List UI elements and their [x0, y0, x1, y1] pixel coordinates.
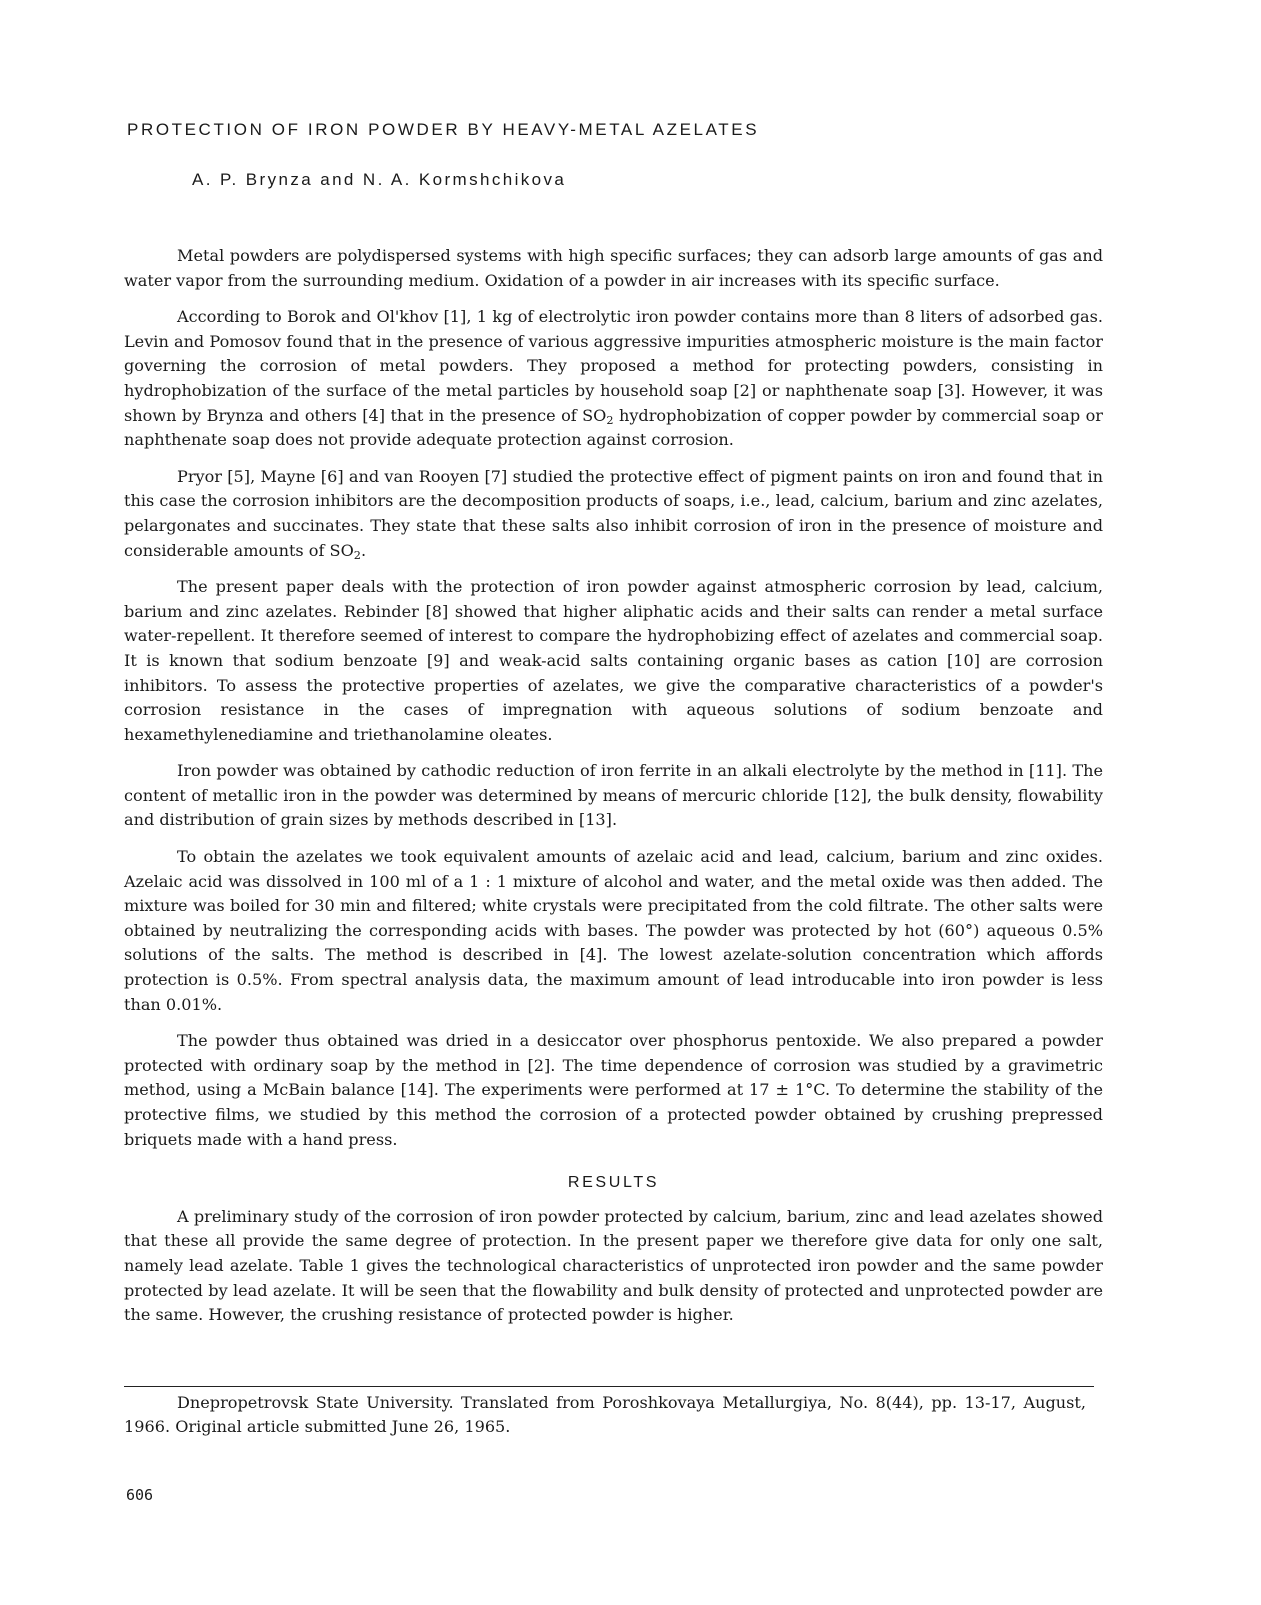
paragraph-3-text-a: Pryor [5], Mayne [6] and van Rooyen [7] studied the protective effect of pigment paints on iron and found that in this case the corrosion inhibitors are the decomposition products of soaps, i.e., lead, calcium, barium and zinc azelates, pelargonates and succinates. They state that these salts also inhibit corrosion of iron in the presence of moisture and considerable amounts of SO	[124, 466, 1103, 560]
paragraph-1: Metal powders are polydispersed systems with high specific surfaces; they can adsorb large amounts of gas and water vapor from the surrounding medium. Oxidation of a powder in air increases with its specific surface.	[124, 246, 1103, 290]
paragraph-3	[124, 465, 1103, 563]
paragraph-6: To obtain the azelates we took equivalent amounts of azelaic acid and lead, calcium, barium and zinc oxides. Azelaic acid was dissolved in 100 ml of a 1 : 1 mixture of alcohol and water, and the metal oxide was then added. The mixture was boiled for 30 min and filtered; white crystals were precipitated from the cold filtrate. The other salts were obtained by neutralizing the corresponding acids with bases. The powder was protected by hot (60°) aqueous 0.5% solutions of the salts. The method is described in [4]. The lowest azelate-solution concentration which affords protection is 0.5%. From spectral analysis data, the maximum amount of lead introducable into iron powder is less than 0.01%.	[124, 847, 1103, 1014]
footnote: Dnepropetrovsk State University. Translated from Poroshkovaya Metallurgiya, No. 8(44), pp. 13-17, August, 1966. Original article submitted June 26, 1965.	[124, 1393, 1086, 1436]
paragraph-2-text-b: hydrophobization of copper powder by commercial soap or naphthenate soap does not provide adequate protection against corrosion.	[124, 405, 1103, 450]
article-title: PROTECTION OF IRON POWDER BY HEAVY-METAL AZELATES	[127, 120, 760, 139]
paragraph-2-text-a: According to Borok and Ol'khov [1], 1 kg of electrolytic iron powder contains more than 8 liters of adsorbed gas. Levin and Pomosov found that in the presence of various aggressive impurities atmospheric moisture is the main factor governing the corrosion of metal powders. They proposed a method for protecting powders, consisting in hydrophobization of the surface of the metal particles by household soap [2] or naphthenate soap [3]. However, it was shown by Brynza and others [4] that in the presence of SO	[124, 307, 1103, 425]
page-number: 606	[126, 1486, 154, 1504]
results-heading: RESULTS	[567, 1173, 660, 1192]
paragraph-2-subscript: 2	[606, 413, 614, 427]
paragraph-8: A preliminary study of the corrosion of iron powder protected by calcium, barium, zinc and lead azelates showed that these all provide the same degree of protection. In the present paper we therefore give data for only one salt, namely lead azelate. Table 1 gives the technological characteristics of unprotected iron powder and the same powder protected by lead azelate. It will be seen that the flowability and bulk density of protected and unprotected powder are the same. However, the crushing resistance of protected powder is higher.	[124, 1206, 1103, 1325]
article-body	[124, 244, 1103, 1340]
paragraph-4: The present paper deals with the protection of iron powder against atmospheric corrosion by lead, calcium, barium and zinc azelates. Rebinder [8] showed that higher aliphatic acids and their salts can render a metal surface water-repellent. It therefore seemed of interest to compare the hydrophobizing effect of azelates and commercial soap. It is known that sodium benzoate [9] and weak-acid salts containing organic bases as cation [10] are corrosion inhibitors. To assess the protective properties of azelates, we give the comparative characteristics of a powder's corrosion resistance in the cases of impregnation with aqueous solutions of sodium benzoate and hexamethylenediamine and triethanolamine oleates.	[124, 577, 1103, 744]
paragraph-7: The powder thus obtained was dried in a desiccator over phosphorus pentoxide. We also prepared a powder protected with ordinary soap by the method in [2]. The time dependence of corrosion was studied by a gravimetric method, using a McBain balance [14]. The experiments were performed at 17 ± 1°C. To determine the stability of the protective films, we studied by this method the corrosion of a protected powder obtained by crushing prepressed briquets made with a hand press.	[124, 1031, 1103, 1149]
paragraph-2	[124, 305, 1103, 453]
paragraph-3-text-b: .	[360, 540, 367, 560]
paragraph-3-subscript: 2	[353, 548, 361, 562]
paragraph-5: Iron powder was obtained by cathodic reduction of iron ferrite in an alkali electrolyte by the method in [11]. The content of metallic iron in the powder was determined by means of mercuric chloride [12], the bulk density, flowability and distribution of grain sizes by methods described in [13].	[124, 761, 1103, 830]
article-authors: A. P. Brynza and N. A. Kormshchikova	[192, 170, 567, 189]
footnote-divider	[124, 1386, 1094, 1387]
